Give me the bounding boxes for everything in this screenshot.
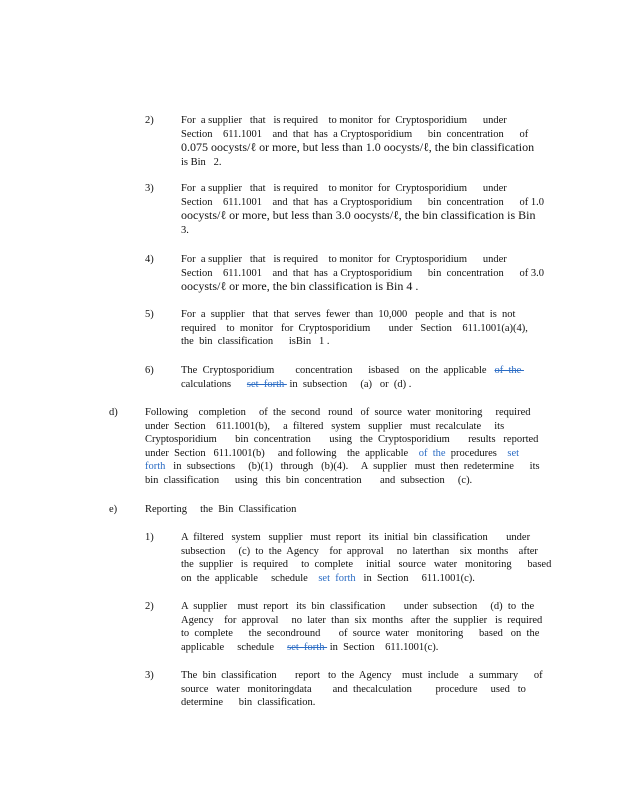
text-segment: The bin classification report to the Agency must include a summary of xyxy=(181,670,543,681)
text-segment: procedures xyxy=(445,447,508,459)
text-segment: The Cryptosporidium concentration isbased on the applicable xyxy=(181,365,495,376)
text-line xyxy=(181,182,538,196)
item-6-text xyxy=(181,364,524,391)
text-line xyxy=(181,267,544,281)
text-line xyxy=(181,280,538,295)
text-line xyxy=(181,114,538,128)
text-segment: on the applicable schedule xyxy=(181,572,319,584)
text-segment: For a supplier that is required to monitor for Cryptosporidium under xyxy=(181,183,507,194)
text-segment: A supplier must report its bin classification under subsection (d) to the xyxy=(181,601,535,612)
text-segment: to complete the secondround of source water monitoring based on the xyxy=(181,628,540,639)
text-segment: oocysts/ℓ or more, but less than 3.0 oocysts/ℓ, the bin classification is Bin xyxy=(181,208,536,222)
text-segment: in Section 611.1001(c). xyxy=(327,641,439,653)
text-line xyxy=(181,572,528,586)
item-4-text xyxy=(181,253,544,295)
text-segment: Following completion of the second round of source water monitoring required xyxy=(145,407,531,418)
item-e-text xyxy=(145,503,525,517)
text-line xyxy=(181,641,528,655)
item-2-text xyxy=(181,114,538,169)
text-line xyxy=(181,545,538,559)
text-line xyxy=(181,378,518,392)
text-line xyxy=(181,669,543,683)
item-4-number: 4) xyxy=(145,254,154,265)
deleted-text: of the xyxy=(494,365,524,376)
text-segment: the bin classification isBin 1 . xyxy=(181,336,330,347)
text-line xyxy=(181,224,538,238)
text-line xyxy=(181,683,526,697)
text-segment: oocysts/ℓ or more, the bin classification is Bin 4 . xyxy=(181,279,419,293)
inserted-text: of the xyxy=(418,447,446,459)
text-line xyxy=(181,209,538,224)
item-e1-text xyxy=(181,531,552,585)
text-segment: 0.075 oocysts/ℓ or more, but less than 1.0 oocysts/ℓ, the bin classification xyxy=(181,140,535,154)
text-line xyxy=(181,335,518,349)
item-5-text xyxy=(181,308,528,349)
text-line xyxy=(145,447,525,461)
text-segment: Section 611.1001 and that has a Cryptosporidium bin concentration of 3.0 xyxy=(181,267,544,279)
text-segment: under Section 611.1001(b), a filtered system supplier must recalculate its xyxy=(145,420,505,432)
item-d-text xyxy=(145,406,540,487)
text-segment: under Section 611.1001(b) and following the applicable xyxy=(145,447,419,459)
inserted-text: set xyxy=(507,447,520,459)
text-line xyxy=(181,364,524,378)
text-segment: applicable schedule xyxy=(181,641,288,653)
text-line xyxy=(145,503,525,517)
inserted-text: forth xyxy=(145,461,166,472)
text-line xyxy=(181,531,531,545)
text-line xyxy=(145,406,531,420)
text-segment: Agency for approval no later than six months after the supplier is required xyxy=(181,614,543,626)
text-segment: bin classification using this bin concentration and subsection (c). xyxy=(145,474,473,486)
text-segment: determine bin classification. xyxy=(181,697,316,708)
text-segment: For a supplier that that serves fewer than 10,000 people and that is not xyxy=(181,309,516,320)
text-segment: subsection (c) to the Agency for approval no laterthan six months after xyxy=(181,545,538,557)
item-e2-number: 2) xyxy=(145,601,154,612)
text-line xyxy=(181,128,538,142)
text-line xyxy=(145,420,525,434)
text-segment: 3. xyxy=(181,224,189,236)
item-5-number: 5) xyxy=(145,309,154,320)
text-segment: For a supplier that is required to monitor for Cryptosporidium under xyxy=(181,254,507,265)
text-segment: Section 611.1001 and that has a Cryptosporidium bin concentration of xyxy=(181,128,529,140)
item-e-number: e) xyxy=(109,504,118,515)
item-3-text xyxy=(181,182,544,237)
text-line xyxy=(181,253,538,267)
text-line xyxy=(145,433,539,447)
text-line xyxy=(181,627,540,641)
text-segment: source water monitoringdata and thecalculation procedure used to xyxy=(181,683,526,695)
text-segment: Section 611.1001 and that has a Cryptosporidium bin concentration of 1.0 xyxy=(181,196,544,208)
item-6-number: 6) xyxy=(145,365,154,376)
item-d-number: d) xyxy=(109,407,118,418)
text-line xyxy=(145,474,525,488)
item-3-number: 3) xyxy=(145,183,154,194)
text-line xyxy=(181,558,552,572)
text-segment: in subsection (a) or (d) . xyxy=(286,378,412,390)
item-e1-number: 1) xyxy=(145,532,154,543)
text-segment: in subsections (b)(1) through (b)(4). A supplier must then redetermine its xyxy=(165,461,540,472)
text-segment: in Section 611.1001(c). xyxy=(355,572,475,584)
text-line xyxy=(181,141,538,156)
text-line xyxy=(181,696,518,710)
deleted-text: set forth xyxy=(287,641,328,653)
text-line xyxy=(145,460,540,474)
text-line xyxy=(181,156,538,170)
item-e3-number: 3) xyxy=(145,670,154,681)
item-e3-text xyxy=(181,669,543,710)
text-segment: Cryptosporidium bin concentration using the Cryptosporidium results reported xyxy=(145,434,539,445)
text-line xyxy=(181,614,543,628)
text-segment: required to monitor for Cryptosporidium under Section 611.1001(a)(4), xyxy=(181,322,528,334)
item-e2-text xyxy=(181,600,543,654)
text-segment: A filtered system supplier must report its initial bin classification under xyxy=(181,532,531,543)
text-line xyxy=(181,600,535,614)
text-segment: Reporting the Bin Classification xyxy=(145,504,297,515)
text-line xyxy=(181,196,544,210)
text-segment: For a supplier that is required to monitor for Cryptosporidium under xyxy=(181,115,507,126)
item-2-number: 2) xyxy=(145,115,154,126)
deleted-text: set forth xyxy=(246,378,287,390)
text-segment: is Bin 2. xyxy=(181,156,222,168)
text-segment: the supplier is required to complete initial source water monitoring based xyxy=(181,559,552,570)
text-line xyxy=(181,308,518,322)
inserted-text: set forth xyxy=(318,572,356,584)
text-segment: calculations xyxy=(181,378,247,390)
text-line xyxy=(181,322,528,336)
